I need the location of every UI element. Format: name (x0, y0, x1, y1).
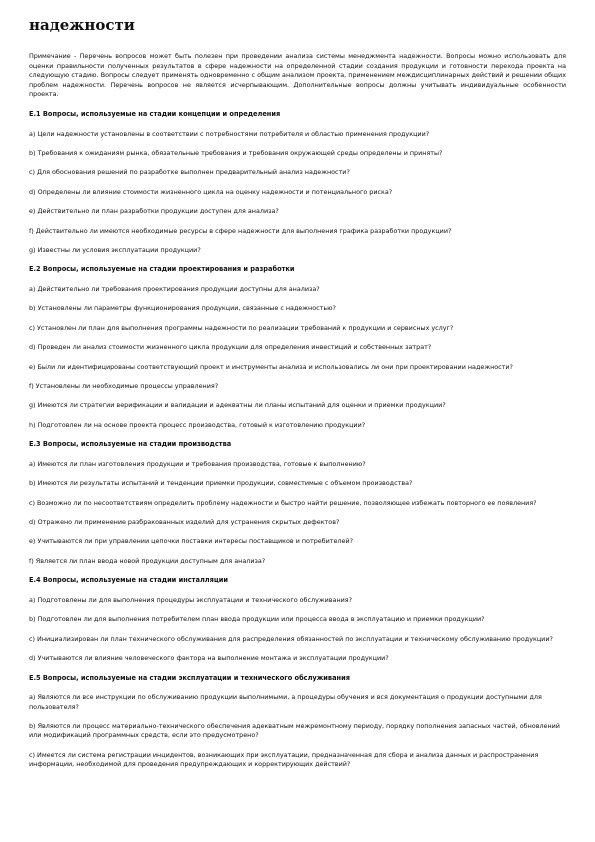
question-item: c) Имеется ли система регистрации инцидентов, возникающих при эксплуатации, предназначенная для сбора и анализа данных и распространения информации, необходимой для проведения предупреждающих и корректирующих действий? (29, 750, 539, 769)
section-heading: Е.2 Вопросы, используемые на стадии проектирования и разработки (29, 265, 295, 274)
question-item: h) Подготовлен ли на основе проекта процесс производства, готовый к изготовлению продукции? (29, 420, 366, 429)
question-item: f) Действительно ли имеются необходимые ресурсы в сфере надежности для выполнения графика разработки продукции? (29, 226, 452, 235)
question-item: c) Возможно ли по несоответствиям определить проблему надежности и быстро найти решение, позволяющее избежать повторного ее появления? (29, 498, 537, 507)
note-paragraph: Примечание - Перечень вопросов может быть полезен при проведении анализа системы менеджмента надежности. Вопросы можно использовать для оценки правильности полученных результатов в сфере надежности на определенной стадии создания продукции и готовности перехода проекта на следующую стадию. Вопросы следует применять одновременно с общим анализом проекта, применением междисциплинарных действий и решении общих проблем надежности. Перечень вопросов не является исчерпывающим. Дополнительные вопросы должны учитывать индивидуальные особенности проекта. (29, 52, 566, 99)
question-item: c) Инициализирован ли план технического обслуживания для распределения обязанностей по эксплуатации и техническому обслуживанию продукции? (29, 634, 553, 643)
question-item: b) Установлены ли параметры функционирования продукции, связанные с надежностью? (29, 304, 336, 313)
question-item: d) Проведен ли анализ стоимости жизненного цикла продукции для определения инвестиций и собственных затрат? (29, 343, 432, 352)
question-item: a) Цели надежности установлены в соответствии с потребностями потребителя и областью применения продукции? (29, 129, 430, 138)
question-item: b) Подготовлен ли для выполнения потребителем план ввода продукции или процесса ввода в эксплуатацию и приемки продукции? (29, 615, 485, 624)
section-heading: Е.5 Вопросы, используемые на стадии эксплуатации и технического обслуживания (29, 673, 350, 682)
question-item: a) Подготовлены ли для выполнения процедуры эксплуатации и технического обслуживания? (29, 595, 353, 604)
question-item: d) Отражено ли применение разбракованных изделий для устранения скрытых дефектов? (29, 518, 340, 527)
question-item: c) Установлен ли план для выполнения программы надежности по реализации требований к продукции и сервисных услуг? (29, 323, 454, 332)
question-item: a) Действительно ли требования проектирования продукции доступны для анализа? (29, 285, 320, 293)
question-item: g) Известны ли условия эксплуатации продукции? (29, 246, 201, 254)
question-item: e) Учитываются ли при управлении цепочки поставки интересы поставщиков и потребителей? (29, 537, 353, 546)
question-item: c) Для обоснования решений по разработке выполнен предварительный анализ надежности? (29, 168, 350, 177)
question-item: a) Являются ли все инструкции по обслуживанию продукции выполнимыми, а процедуры обучения и вся документация о продукции доступными для пользователя? (29, 693, 542, 711)
page-title: надежности (29, 16, 135, 34)
question-item: e) Действительно ли план разработки продукции доступен для анализа? (29, 207, 279, 216)
question-item: f) Установлены ли необходимые процессы управления? (29, 382, 219, 391)
question-item: d) Учитываются ли влияние человеческого фактора на выполнение монтажа и эксплуатации продукции? (29, 654, 389, 663)
question-item: a) Имеются ли план изготовления продукции и требования производства, готовые к выполнению? (29, 459, 366, 468)
question-item: f) Является ли план ввода новой продукции доступным для анализа? (29, 556, 266, 565)
questions-body (29, 110, 566, 770)
section-heading: Е.4 Вопросы, используемые на стадии инсталляции (29, 576, 228, 585)
question-item: g) Имеются ли стратегии верификации и валидации и адекватны ли планы испытаний для оценки и приемки продукции? (29, 401, 446, 410)
section-heading: Е.1 Вопросы, используемые на стадии концепции и определения (29, 109, 281, 118)
question-item: d) Определены ли влияние стоимости жизненного цикла на оценку надежности и потенциального риска? (29, 187, 393, 196)
question-item: b) Имеются ли результаты испытаний и тенденции приемки продукции, совместимые с объемом производства? (29, 479, 413, 488)
section-heading: Е.3 Вопросы, используемые на стадии производства (29, 440, 232, 449)
document-page (29, 16, 566, 780)
question-item: e) Были ли идентифицированы соответствующий проект и инструменты анализа и использовались ли они при проектировании надежности? (29, 362, 513, 371)
question-item: b) Являются ли процесс материально-технического обеспечения адекватным межремонтному периоду, порядку пополнения запасных частей, обновлений или модификаций программных средств, если это предусмотрено? (29, 721, 560, 740)
question-item: b) Требования к ожиданиям рынка, обязательные требования и требования окружающей среды определены и приняты? (29, 148, 443, 157)
